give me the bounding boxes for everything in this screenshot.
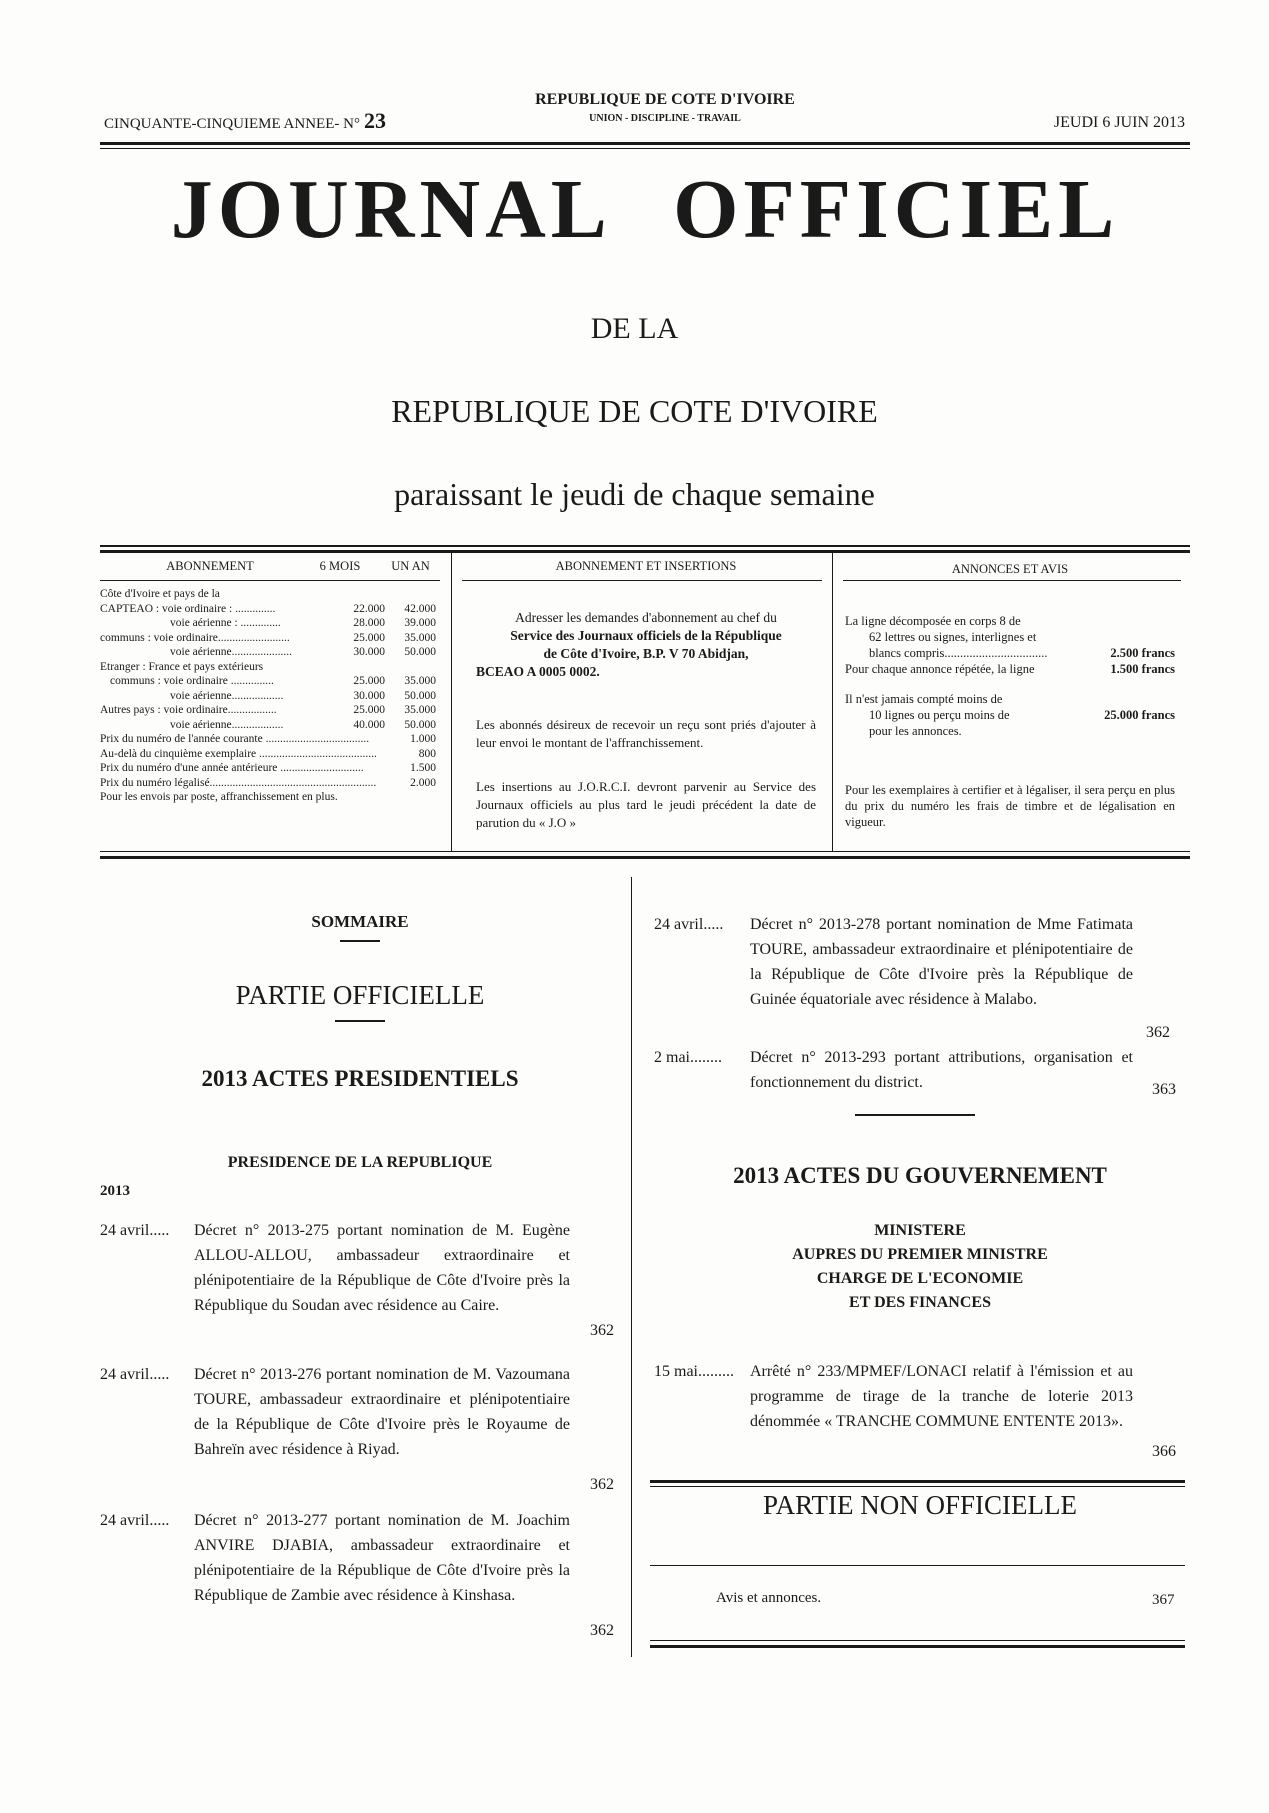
- right-line6: [845, 707, 1175, 723]
- right-line3-price: 2.500 francs: [1110, 646, 1175, 660]
- subscription-row-6mois: 30.000: [353, 646, 385, 658]
- entry-page: 366: [1152, 1443, 1176, 1460]
- entry-text-content: Décret n° 2013-293 portant attributions, organisation et fonctionnement du district.: [750, 1049, 1133, 1091]
- subscription-row-unan: 50.000: [404, 646, 436, 658]
- subscription-row-6mois: 25.000: [353, 704, 385, 716]
- right-rates: [845, 613, 1175, 739]
- subscription-row-unan: 39.000: [404, 617, 436, 629]
- avis-rule-bottom2: [650, 1645, 1185, 1648]
- issue-date: JEUDI 6 JUIN 2013: [1053, 114, 1185, 131]
- avis-rule-top: [650, 1565, 1185, 1566]
- col-unan: UN AN: [391, 559, 430, 573]
- subscription-row-unan: 35.000: [404, 675, 436, 687]
- subscription-row-label: Autres pays : voie ordinaire.................: [100, 704, 277, 716]
- entry-text: [750, 912, 1133, 1012]
- subscription-row-label: Prix du numéro d'une année antérieure .............................: [100, 762, 364, 774]
- subscription-row-unan: 50.000: [404, 718, 436, 731]
- subscription-row-label: voie aérienne..................: [170, 689, 284, 702]
- box-rule-top1: [100, 545, 1190, 547]
- presidence-heading: PRESIDENCE DE LA REPUBLIQUE: [227, 1154, 493, 1171]
- entry-page: 362: [590, 1476, 614, 1493]
- masthead-frequency: paraissant le jeudi de chaque semaine: [394, 476, 875, 512]
- header-motto: UNION - DISCIPLINE - TRAVAIL: [589, 113, 741, 124]
- col-abonnement: ABONNEMENT: [166, 559, 254, 573]
- subscription-row-unan: 1.500: [410, 762, 436, 774]
- subscription-row-label: Pour les envois par poste, affranchissement en plus.: [100, 791, 338, 803]
- entry-page: 362: [1146, 1024, 1170, 1041]
- masthead-de-la: DE LA: [590, 312, 679, 345]
- ministere-line4: ET DES FINANCES: [849, 1294, 991, 1311]
- entry-text: [750, 1359, 1133, 1434]
- non-off-rule-thin: [650, 1486, 1185, 1487]
- entry-decret-275: [100, 1218, 620, 1348]
- subscription-row-6mois: 40.000: [353, 718, 385, 731]
- right-line4-text: Pour chaque annonce répétée, la ligne: [845, 662, 1035, 676]
- partie-rule: [335, 1020, 385, 1022]
- entry-date: 24 avril.....: [100, 1512, 170, 1529]
- subscription-row-label: Prix du numéro légalisé..........................................................: [100, 776, 377, 789]
- middle-address-line4: BCEAO A 0005 0002.: [476, 664, 600, 679]
- ministere-line2: AUPRES DU PREMIER MINISTRE: [792, 1246, 1048, 1263]
- right-line5: Il n'est jamais compté moins de: [845, 692, 1003, 706]
- entry-date: 24 avril.....: [100, 1222, 170, 1239]
- subscription-row-6mois: 25.000: [353, 675, 385, 687]
- actes-gouvernement-heading: 2013 ACTES DU GOUVERNEMENT: [733, 1163, 1107, 1188]
- box-rule-bottom1: [100, 851, 1190, 852]
- middle-address-line3: de Côte d'Ivoire, B.P. V 70 Abidjan,: [543, 646, 749, 661]
- entry-date: 24 avril.....: [100, 1366, 170, 1383]
- entry-text-content: Décret n° 2013-275 portant nomination de M. Eugène ALLOU-ALLOU, ambassadeur extraordinaire et plénipotentiaire de la République de Côte d'Ivoire près la République du Soudan avec résidence au Caire.: [194, 1222, 570, 1314]
- box-divider-1: [451, 553, 452, 851]
- entry-decret-277: [100, 1508, 620, 1638]
- subscription-row-unan: 1.000: [410, 733, 436, 745]
- partie-non-officielle-heading: PARTIE NON OFFICIELLE: [763, 1490, 1077, 1520]
- subscription-row-label: voie aérienne..................: [170, 718, 284, 731]
- middle-address-line1: Adresser les demandes d'abonnement au chef du: [515, 610, 777, 625]
- middle-heading: ABONNEMENT ET INSERTIONS: [555, 559, 737, 573]
- subscription-row-6mois: 28.000: [353, 617, 385, 629]
- ministere-line1: MINISTERE: [874, 1222, 966, 1239]
- entry-text-content: Décret n° 2013-277 portant nomination de M. Joachim ANVIRE DJABIA, ambassadeur extraordinaire et plénipotentiaire de la République de Côte d'Ivoire près la République de Zambie avec résidence à Kinshasa.: [194, 1512, 570, 1604]
- gov-separator: [855, 1114, 975, 1116]
- subscription-row-6mois: 25.000: [353, 631, 385, 644]
- header-rule-thin: [100, 148, 1190, 149]
- entry-text-content: Décret n° 2013-278 portant nomination de Mme Fatimata TOURE, ambassadeur extraordinaire et plénipotentiaire de la République de Côte d'Ivoire près la République de Guinée équatoriale avec résidence à Malabo.: [750, 916, 1133, 1008]
- right-line3-text: blancs compris.................................: [869, 646, 1048, 660]
- subscription-row-6mois: 30.000: [353, 689, 385, 702]
- right-heading-rule: [843, 580, 1181, 581]
- subscription-row-label: voie aérienne.....................: [170, 646, 292, 658]
- subscription-row-unan: 800: [418, 747, 436, 760]
- subscription-row-label: Prix du numéro de l'année courante ....................................: [100, 733, 370, 745]
- right-line7: pour les annonces.: [869, 724, 962, 738]
- subscription-row-unan: 42.000: [404, 602, 436, 615]
- entry-page: 362: [590, 1322, 614, 1339]
- middle-address: [476, 609, 816, 681]
- box-rule-bottom2: [100, 856, 1190, 859]
- entry-date: 2 mai........: [654, 1049, 722, 1066]
- entry-decret-278: [654, 912, 1179, 1042]
- issue-line: [104, 108, 386, 134]
- header-republic: [480, 91, 850, 124]
- subscription-row-6mois: 22.000: [353, 602, 385, 615]
- entry-decret-293: [654, 1045, 1179, 1105]
- entry-text: [194, 1508, 570, 1608]
- subscription-row-unan: 2.000: [410, 776, 436, 789]
- entry-text: [194, 1218, 570, 1318]
- entry-decret-276: [100, 1362, 620, 1492]
- entry-text-content: Décret n° 2013-276 portant nomination de M. Vazoumana TOURE, ambassadeur extraordinaire et plénipotentiaire de la République de Côte d'Ivoire près le Royaume de Bahreïn avec résidence à Riyad.: [194, 1366, 570, 1458]
- middle-address-line2: Service des Journaux officiels de la République: [510, 628, 782, 643]
- partie-officielle-heading: PARTIE OFFICIELLE: [235, 980, 485, 1010]
- journal-title: JOURNAL OFFICIEL: [170, 163, 1120, 256]
- right-line3: [845, 645, 1175, 661]
- right-line6-price: 25.000 francs: [1104, 708, 1175, 722]
- issue-number: 23: [363, 108, 386, 133]
- subscription-row-label: Etranger : France et pays extérieurs: [100, 660, 264, 673]
- box-divider-2: [832, 553, 833, 851]
- middle-insertions-note: Les insertions au J.O.R.C.I. devront parvenir au Service des Journaux officiels au plus tard le jeudi précédent la date de parution du « J.O »: [476, 779, 816, 830]
- middle-receipt-note: Les abonnés désireux de recevoir un reçu sont priés d'ajouter à leur envoi le montant de l'affranchissement.: [476, 717, 816, 750]
- entry-page: 362: [590, 1622, 614, 1639]
- subscription-row-label: communs : voie ordinaire ...............: [110, 675, 274, 687]
- sommaire-rule: [340, 940, 380, 942]
- actes-presidentiels-heading: 2013 ACTES PRESIDENTIELS: [201, 1066, 519, 1091]
- entry-text: [750, 1045, 1133, 1095]
- avis-rule-bottom1: [650, 1640, 1185, 1641]
- subscription-row-label: CAPTEAO : voie ordinaire : ..............: [100, 602, 276, 615]
- subscription-row-unan: 35.000: [404, 704, 436, 716]
- right-line2: 62 lettres ou signes, interlignes et: [869, 630, 1037, 644]
- sub-header-rule: [100, 580, 440, 581]
- entry-date: 15 mai.........: [654, 1363, 734, 1380]
- year-label-2013: 2013: [100, 1183, 130, 1199]
- right-line4-price: 1.500 francs: [1110, 662, 1175, 676]
- right-line1: La ligne décomposée en corps 8 de: [845, 614, 1021, 628]
- col-6mois: 6 MOIS: [319, 559, 361, 573]
- masthead-republic: REPUBLIQUE DE COTE D'IVOIRE: [391, 393, 878, 429]
- right-line4: [845, 661, 1175, 677]
- right-heading: ANNONCES ET AVIS: [951, 562, 1069, 576]
- entry-arrete-233: [654, 1359, 1179, 1469]
- entry-date: 24 avril.....: [654, 916, 724, 933]
- header-rule-top: [100, 142, 1190, 145]
- subscription-row-label: Côte d'Ivoire et pays de la: [100, 588, 220, 600]
- avis-page: 367: [1152, 1592, 1175, 1608]
- non-off-rule-top: [650, 1480, 1185, 1483]
- entry-text-content: Arrêté n° 233/MPMEF/LONACI relatif à l'émission et au programme de tirage de la tranche de loterie 2013 dénommée « TRANCHE COMMUNE ENTENTE 2013».: [750, 1363, 1133, 1430]
- right-legalisation-note: Pour les exemplaires à certifier et à légaliser, il sera perçu en plus du prix du numéro les frais de timbre et de légalisation en vigueur.: [845, 783, 1175, 829]
- box-rule-top2: [100, 550, 1190, 553]
- subscription-row-label: communs : voie ordinaire.........................: [100, 631, 290, 644]
- subscription-row-label: voie aérienne : ..............: [170, 617, 281, 629]
- avis-label: Avis et annonces.: [716, 1590, 822, 1606]
- column-divider: [631, 877, 632, 1657]
- right-line6-text: 10 lignes ou perçu moins de: [869, 708, 1010, 722]
- middle-heading-rule: [462, 580, 822, 581]
- subscription-row-unan: 50.000: [404, 689, 436, 702]
- subscription-row-label: Au-delà du cinquième exemplaire .........................................: [100, 747, 377, 760]
- ministere-line3: CHARGE DE L'ECONOMIE: [816, 1270, 1024, 1287]
- subscription-row-unan: 35.000: [404, 631, 436, 644]
- entry-text: [194, 1362, 570, 1462]
- year-label: CINQUANTE-CINQUIEME ANNEE- N°: [104, 116, 360, 132]
- ministere-heading: [680, 1219, 1160, 1315]
- sommaire-heading: SOMMAIRE: [311, 912, 409, 931]
- entry-page: 363: [1152, 1081, 1176, 1098]
- header-republic-name: REPUBLIQUE DE COTE D'IVOIRE: [535, 91, 795, 108]
